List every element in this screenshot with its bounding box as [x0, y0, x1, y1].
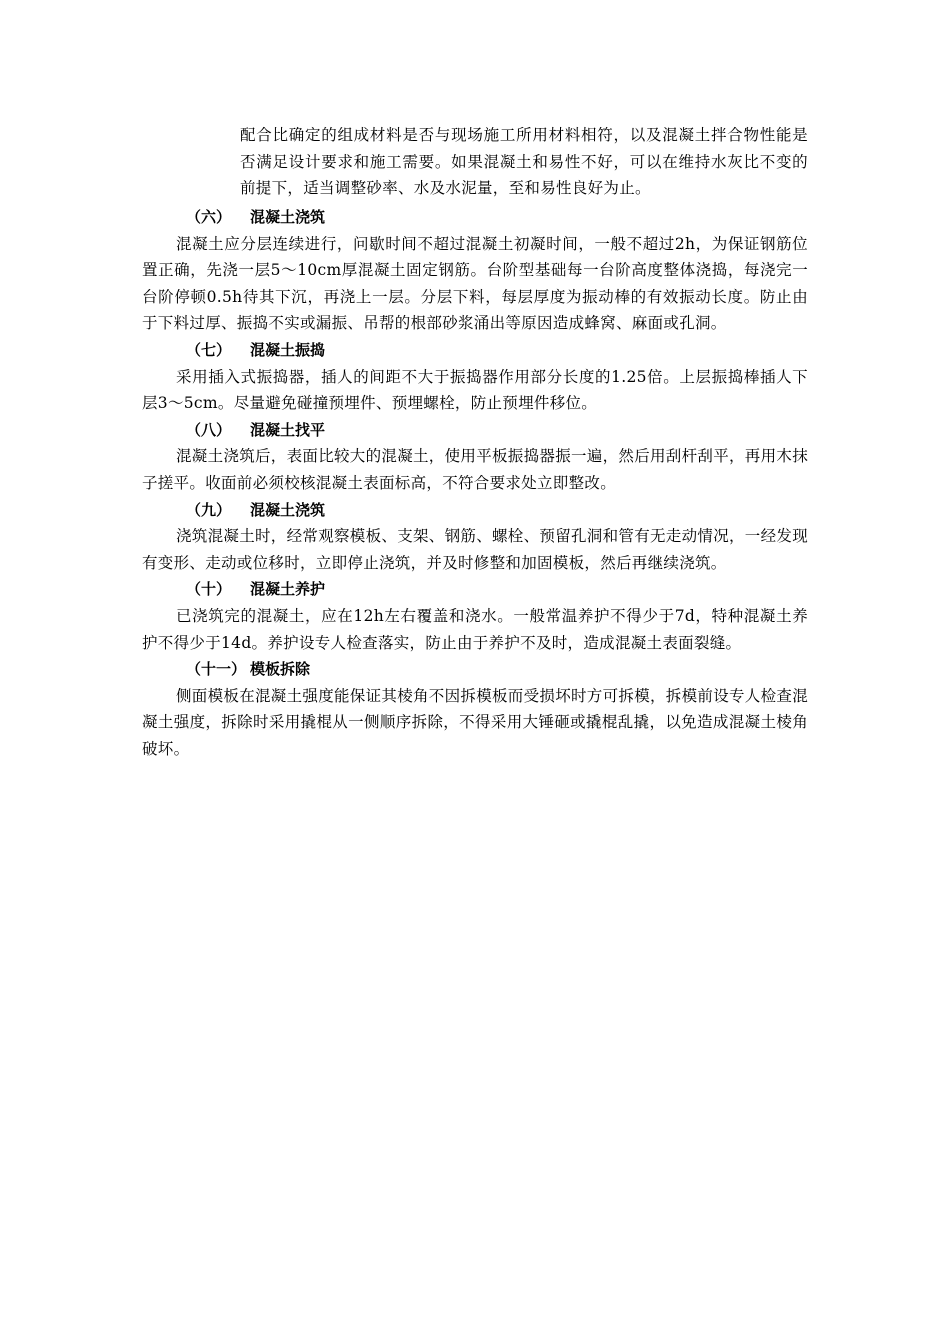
section-number: （十）	[186, 580, 232, 599]
section-number: （十一）	[186, 660, 247, 679]
section-number: （九）	[186, 500, 232, 519]
section-number: （七）	[186, 340, 232, 359]
section-number: （六）	[186, 208, 232, 226]
section-paragraph-7: 采用插入式振捣器，插人的间距不大于振捣器作用部分长度的1.25倍。上层振捣棒插人下层3～5cm。尽量避免碰撞预埋件、预埋螺栓，防止预埋件移位。	[142, 367, 808, 413]
section-title: 混凝土养护	[250, 580, 326, 599]
section-heading-7	[142, 337, 808, 364]
section-heading-8	[142, 417, 808, 444]
section-paragraph-6: 混凝土应分层连续进行，问歇时间不超过混凝土初凝时间，一般不超过2h，为保证钢筋位置正确，先浇一层5～10cm厚混凝土固定钢筋。台阶型基础每一台阶高度整体浇捣，每浇完一台阶停顿0.5h待其下沉，再浇上一层。分层下料，每层厚度为振动棒的有效振动长度。防止由于下料过厚、振捣不实或漏振、吊帮的根部砂浆涌出等原因造成蜂窝、麻面或孔洞。	[142, 234, 808, 333]
section-paragraph-9: 浇筑混凝土时，经常观察模板、支架、钢筋、螺栓、预留孔洞和管有无走动情况，一经发现有变形、走动或位移时，立即停止浇筑，并及时修整和加固模板，然后再继续浇筑。	[142, 527, 809, 572]
intro-paragraph: 配合比确定的组成材料是否与现场施工所用材料相符，以及混凝土拌合物性能是否满足设计要求和施工需要。如果混凝土和易性不好，可以在维持水灰比不变的前提下，适当调整砂率、水及水泥量，至和易性良好为止。	[240, 126, 808, 197]
section-title: 模板拆除	[250, 660, 311, 679]
section-heading-10	[142, 576, 808, 603]
section-paragraph-8: 混凝土浇筑后，表面比较大的混凝土，使用平板振捣器振一遍，然后用刮杆刮平，再用木抹子搓平。收面前必须校核混凝土表面标高，不符合要求处立即整改。	[142, 447, 809, 492]
section-heading-11	[142, 656, 808, 683]
section-paragraph-11: 侧面模板在混凝土强度能保证其棱角不因拆模板而受损坏时方可拆模，拆模前设专人检查混凝土强度，拆除时采用撬棍从一侧顺序拆除，不得采用大锤砸或撬棍乱撬，以免造成混凝土棱角破坏。	[142, 686, 809, 758]
section-heading-6	[142, 204, 808, 231]
section-title: 混凝土浇筑	[250, 208, 326, 226]
section-heading-9	[142, 497, 808, 524]
document-body	[142, 204, 808, 762]
section-title: 混凝土找平	[250, 420, 326, 439]
section-paragraph-10: 已浇筑完的混凝土，应在12h左右覆盖和浇水。一般常温养护不得少于7d，特种混凝土养护不得少于14d。养护设专人检查落实，防止由于养护不及时，造成混凝土表面裂缝。	[142, 606, 808, 652]
section-number: （八）	[186, 420, 232, 439]
section-title: 混凝土振捣	[250, 340, 326, 359]
section-title: 混凝土浇筑	[250, 500, 326, 519]
